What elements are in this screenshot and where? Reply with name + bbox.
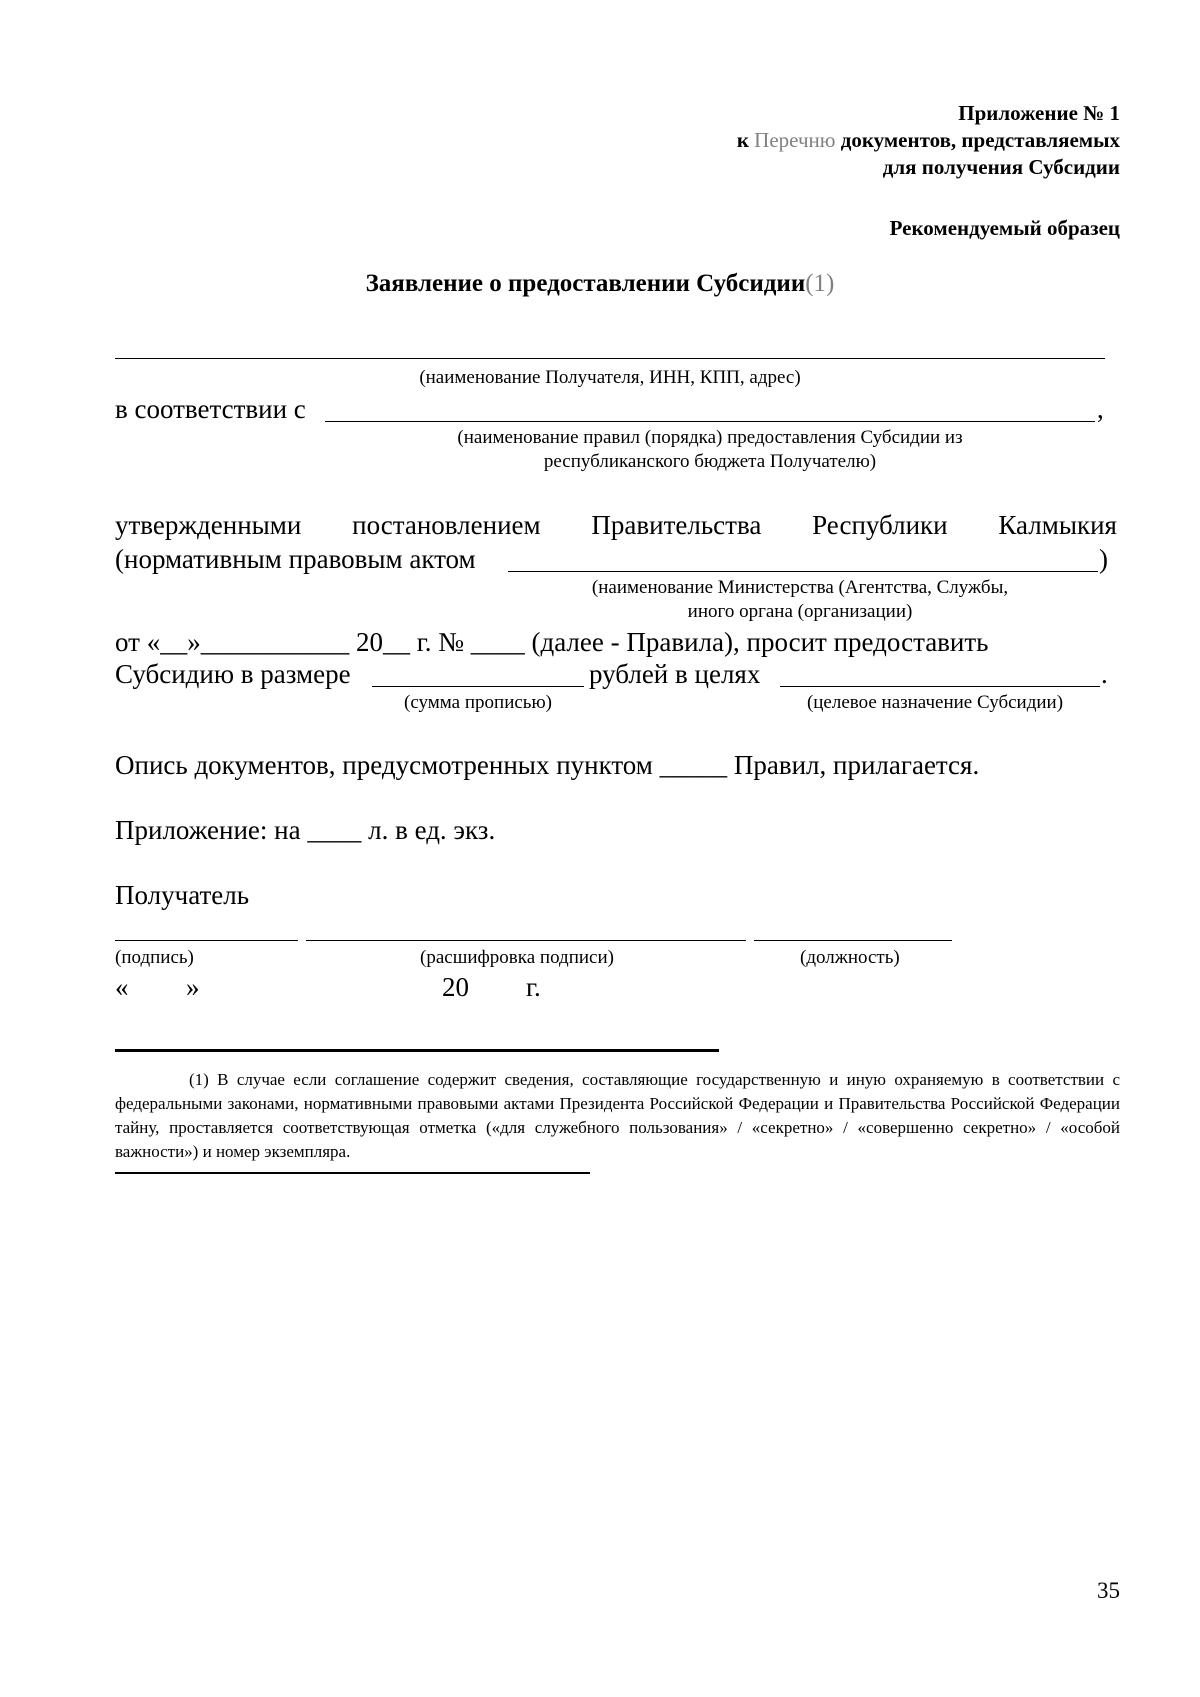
recipient-caption: (наименование Получателя, ИНН, КПП, адрес) xyxy=(419,367,801,388)
accordance-trailer: , xyxy=(1097,394,1104,424)
inventory-text: Опись документов, предусмотренных пунктом _____ Правил, прилагается. xyxy=(115,750,980,780)
rubles-label: рублей в целях xyxy=(589,659,761,689)
attachment-text: Приложение: на ____ л. в ед. экз. xyxy=(115,815,496,845)
approved-word: утвержденными xyxy=(115,510,302,540)
list-link[interactable]: Перечню xyxy=(754,128,836,152)
appendix-header xyxy=(500,100,1120,181)
date-close-quote: » xyxy=(186,972,200,1002)
sample-label: Рекомендуемый образец xyxy=(889,216,1120,240)
purpose-caption: (целевое назначение Субсидии) xyxy=(806,692,1064,713)
amount-caption: (сумма прописью) xyxy=(404,692,552,713)
footnote-separator xyxy=(115,1049,719,1052)
ministry-caption-line-2: иного органа (организации) xyxy=(687,601,913,622)
signature-caption: (подпись) xyxy=(115,947,194,968)
rules-caption-line-2: республиканского бюджета Получателю) xyxy=(543,451,877,472)
signature-decode-line[interactable] xyxy=(306,940,746,941)
approved-line xyxy=(115,508,1117,542)
accordance-label: в соответствии с xyxy=(115,394,306,424)
signature-decode-caption: (расшифровка подписи) xyxy=(420,947,614,968)
footnote-end-rule xyxy=(115,1172,590,1174)
signature-line[interactable] xyxy=(115,940,298,941)
document-title-text: Заявление о предоставлении Субсидии xyxy=(365,270,806,297)
subsidy-label: Субсидию в размере xyxy=(115,659,351,689)
approved-word: постановлением xyxy=(352,510,541,540)
amount-line[interactable] xyxy=(372,686,584,687)
appendix-title: Приложение № 1 xyxy=(958,101,1120,125)
position-caption: (должность) xyxy=(800,947,900,968)
footnote-text: (1) В случае если соглашение содержит сведения, составляющие государственную и иную охраняемую в соответствии с федеральными законами, нормативными правовыми актами Президента Российской Федерации и Правительства Российской Федерации тайну, проставляется соответствующая отметка («для служебного пользования» / «секретно» / «совершенно секретно» / «особой важности») и номер экземпляра. xyxy=(115,1070,1120,1161)
appendix-subtitle-line xyxy=(500,127,1120,154)
approved-word: Правительства xyxy=(591,510,762,540)
rules-line[interactable] xyxy=(325,421,1095,422)
ministry-caption-line-1: (наименование Министерства (Агентства, Службы, xyxy=(591,577,1009,598)
ministry-line[interactable] xyxy=(508,571,1098,572)
purpose-line[interactable] xyxy=(780,686,1100,687)
recipient-line[interactable] xyxy=(115,358,1105,359)
date-open-quote: « xyxy=(115,972,129,1002)
footnote-reference: (1) xyxy=(805,270,835,297)
document-title xyxy=(0,268,1200,300)
appendix-line3: для получения Субсидии xyxy=(882,155,1120,179)
normative-label: (нормативным правовым актом xyxy=(115,544,476,574)
approved-word: Республики xyxy=(812,510,948,540)
appendix-prefix: к xyxy=(736,128,749,152)
date-year: 20 xyxy=(442,972,469,1002)
normative-close: ) xyxy=(1099,544,1108,574)
rules-caption xyxy=(380,426,1040,474)
rules-caption-line-1: (наименование правил (порядка) предоставления Субсидии из xyxy=(457,427,963,448)
position-line[interactable] xyxy=(754,940,952,941)
date-year-suffix: г. xyxy=(526,972,541,1002)
page-number: 35 xyxy=(1097,1578,1120,1603)
subsidy-end: . xyxy=(1101,659,1108,689)
date-line: от «__»___________ 20__ г. № ____ (далее - Правила), просит предоставить xyxy=(115,627,989,657)
approved-word: Калмыкия xyxy=(998,510,1117,540)
ministry-caption xyxy=(520,576,1080,624)
appendix-line2-rest: документов, представляемых xyxy=(840,128,1120,152)
recipient-label: Получатель xyxy=(115,880,250,910)
